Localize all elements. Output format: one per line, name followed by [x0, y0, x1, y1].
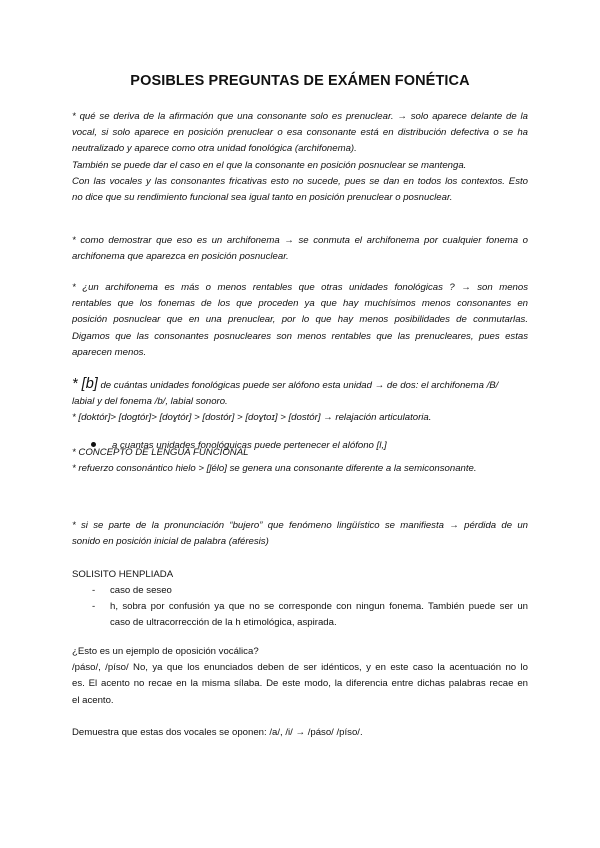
- text-line: no dice que su rendimiento funcional sea igual tanto en posición prenuclear o posnuclear.: [72, 192, 453, 204]
- question-prenuclear: [72, 109, 528, 206]
- text-line: * qué se deriva de la afirmación que una consonante solo es prenuclear. → solo aparece delante de la: [72, 111, 528, 122]
- question-archifonema-demo: [72, 233, 528, 265]
- text-line: SOLISITO HENPLIADA: [72, 569, 174, 580]
- text-line: labial y del fonema /b/, labial sonoro.: [72, 396, 228, 408]
- text-line: Demuestra que estas dos vocales se oponen: /a/, /i/ → /páso/ /píso/.: [72, 727, 363, 738]
- question-vocales-oponen: [72, 725, 528, 741]
- text-line: Digamos que las consonantes posnucleares son menos rentables que las prenucleares, pues estas: [72, 330, 528, 342]
- question-oposicion-vocalica: [72, 644, 528, 709]
- text-line: [72, 376, 528, 394]
- text-fragment: de cuántas unidades fonológicas puede ser alófono esta unidad → de dos: el archifonema /B/: [100, 380, 499, 391]
- list-item-text: [110, 599, 528, 631]
- list-item: [92, 599, 528, 629]
- text-line: * refuerzo consonántico hielo > [ǰélo] se genera una consonante diferente a la semiconsonante.: [72, 463, 477, 475]
- section-heading: [72, 567, 528, 583]
- text-line: * [doktór]> [dogtór]> [doɣtór] > [dostór] > [doɣtoɪ] > [dostór] → relajación articulatoria.: [72, 412, 432, 424]
- text-line: es. El acento no recae en la misma sílaba. De este modo, la diferencia entre dichas palabras recae en: [72, 678, 528, 690]
- dash-marker: -: [92, 601, 96, 612]
- question-alofono-b: [72, 376, 528, 427]
- text-line: caso de ultracorrección de la h etimológica, aspirada.: [110, 617, 337, 629]
- text-line: neutralizado y aparece como otra unidad fonológica (archifonema).: [72, 143, 357, 155]
- text-line: También se puede dar el caso en el que la consonante en posición posnuclear se mantenga.: [72, 159, 467, 171]
- text-line: * si se parte de la pronunciación “bujero” que fenómeno lingüístico se manifiesta → pérdida de un: [72, 520, 528, 531]
- text-line: caso de seseo: [110, 585, 172, 596]
- text-line: ¿Esto es un ejemplo de oposición vocálica?: [72, 646, 259, 657]
- question-rentabilidad: [72, 280, 528, 361]
- text-line: sonido en posición inicial de palabra (aféresis): [72, 536, 269, 548]
- text-line: rentables que los fonemas de los que proceden ya que hay muchísimos menos consonantes en: [72, 298, 528, 310]
- text-line: aparecen menos.: [72, 346, 147, 358]
- dash-marker: -: [92, 585, 96, 596]
- text-line: archifonema que aparezca en posición posnuclear.: [72, 251, 289, 263]
- big-prefix: * [b]: [72, 376, 98, 392]
- list-item-text: [110, 583, 528, 599]
- text-line: * ¿un archifonema es más o menos rentables que otras unidades fonológicas ? → son menos: [72, 282, 528, 293]
- list-item: [92, 583, 528, 599]
- page-title: POSIBLES PREGUNTAS DE EXÁMEN FONÉTICA: [130, 73, 470, 89]
- text-line: el acento.: [72, 694, 114, 706]
- text-line: /páso/, /píso/ No, ya que los enunciados deben de ser idénticos, y en este caso la acentuación no lo: [72, 662, 528, 674]
- question-bujero: [72, 518, 528, 550]
- text-line: vocal, si solo aparece en posición prenuclear o esa consonante está en distribución defectiva o se ha: [72, 127, 528, 139]
- text-line: h, sobra por confusión ya que no se corresponde con ningun fonema. También puede ser un: [110, 601, 528, 612]
- bullet-text: a cuantas unidades fonológuicas puede pertenecer el alófono [l,]: [112, 440, 387, 451]
- question-lengua-funcional: [72, 445, 528, 477]
- text-line: * CONCEPTO DE LENGUA FUNCIONAL: [72, 447, 249, 458]
- text-line: posición posnuclear que en una prenuclear, por lo que hay menos posibilidades de conmutarlas.: [72, 314, 528, 326]
- text-line: * como demostrar que eso es un archifonema → se conmuta el archifonema por cualquier fonema o: [72, 235, 528, 246]
- text-line: Con las vocales y las consonantes fricativas esto no sucede, pues se dan en todos los contextos. Esto: [72, 175, 528, 187]
